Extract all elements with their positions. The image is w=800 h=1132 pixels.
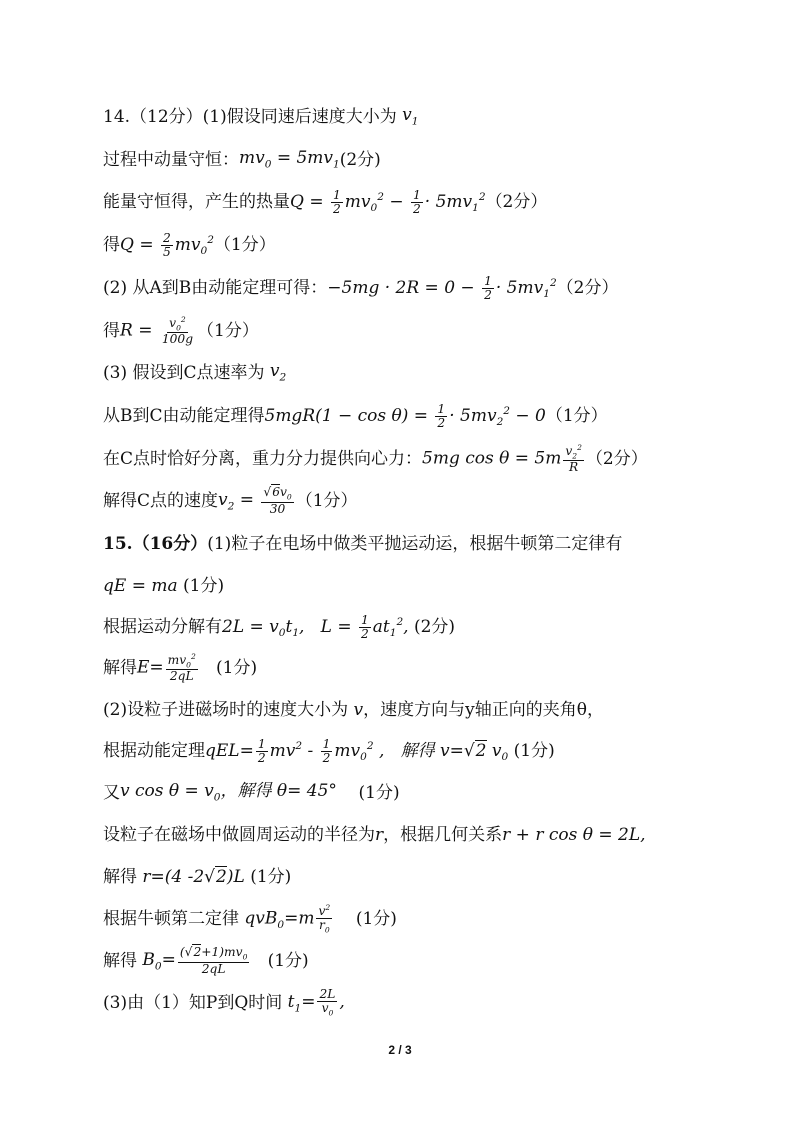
- text: 解得C点的速度: [103, 490, 219, 511]
- line-b-to-c: [103, 396, 763, 436]
- text: 解得: [103, 657, 137, 678]
- text: 得: [103, 234, 120, 255]
- text: (3) 假设到C点速率为: [103, 362, 265, 383]
- score: （2分）: [585, 448, 648, 469]
- math: $v_2$: [264, 361, 287, 384]
- line-c-speed-result: [103, 481, 763, 521]
- line-kinetic-energy: [103, 731, 763, 771]
- score: (2分): [339, 149, 381, 170]
- text: ，根据几何关系: [383, 824, 503, 845]
- line-time: [103, 983, 763, 1023]
- math: $t_1=$ $\frac{2L}{v_0}$ ,: [282, 987, 345, 1018]
- text: ，速度方向与y轴正向的夹角θ，: [363, 699, 604, 720]
- math: $mv_0 = 5mv_1$: [239, 148, 340, 171]
- text: 解得: [103, 866, 137, 887]
- score: （2分）: [556, 277, 619, 298]
- line-14-header: [103, 97, 763, 137]
- text: 设粒子在磁场中做圆周运动的半径为: [103, 824, 375, 845]
- line-newton-1: [103, 566, 763, 606]
- text: (2) 从A到B由动能定理可得：: [103, 277, 328, 298]
- score: (2分): [413, 616, 456, 637]
- math: $2L = v_0t_1$, L = $\frac{1}{2}$ $at_1^2$,: [222, 612, 414, 641]
- line-c-speed-assume: [103, 353, 763, 393]
- text: 14.（12分）(1)假设同速后速度大小为: [103, 106, 397, 127]
- score: (1分): [513, 740, 555, 761]
- page-number: 2 / 3: [388, 1043, 412, 1057]
- math: r + r cos θ = 2L,: [502, 824, 646, 845]
- math: −5mg · 2R = 0 − $\frac{1}{2}$ · $5mv_1^2$: [327, 273, 557, 302]
- text: 得: [103, 320, 120, 341]
- text: 根据运动分解有: [103, 616, 222, 637]
- score: （1分）: [197, 320, 259, 341]
- math: 5mg cos θ = 5m $\frac{v_2^2}{R}$: [422, 442, 582, 475]
- score: (1分): [183, 575, 225, 596]
- score: (1分): [250, 866, 292, 887]
- text: (1)粒子在电场中做类平抛运动运，根据牛顿第二定律有: [207, 533, 623, 554]
- math: E= $\frac{mv_0^2}{2qL}$: [137, 651, 196, 684]
- math: qvB$_0$=m $\frac{v^2}{r_0}$: [239, 902, 331, 935]
- math: r: [375, 824, 384, 845]
- math: $v_1$: [396, 105, 419, 128]
- line-energy: [103, 182, 763, 222]
- score: （1分）: [545, 405, 608, 426]
- line-centripetal: [103, 439, 763, 479]
- line-15-header: [103, 524, 763, 564]
- text: 能量守恒得，产生的热量: [103, 191, 290, 212]
- text: 根据动能定理: [103, 740, 205, 761]
- line-heat-result: [103, 225, 763, 265]
- score: (1分): [216, 657, 258, 678]
- line-velocity-assume: [103, 690, 763, 730]
- line-radius-assume: [103, 815, 763, 855]
- line-newton-2: [103, 899, 763, 939]
- score: （2分）: [485, 191, 548, 212]
- math: 5mgR(1 − cos θ) = $\frac{1}{2}$ · $5mv_2^2 - 0$: [264, 401, 546, 430]
- math: v: [348, 699, 364, 720]
- text: 又: [103, 782, 120, 803]
- math: Q = $\frac{2}{5}$ $mv_0^2$: [120, 230, 214, 259]
- text: 15.（16分）: [103, 533, 208, 554]
- score: (1分): [355, 908, 397, 929]
- score: (1分): [358, 782, 400, 803]
- math: R = $\frac{v_0^2}{100g}$: [120, 314, 194, 347]
- text: 在C点时恰好分离，重力分力提供向心力：: [103, 448, 423, 469]
- math: qE = ma: [103, 575, 184, 596]
- line-radius-result: [103, 857, 763, 897]
- math: qEL= $\frac{1}{2}$ $mv^2$ - $\frac{1}{2}$ $mv_0^2$ , 解得 v=√2 $v_0$: [205, 736, 509, 765]
- line-motion-decomp: [103, 607, 763, 647]
- score: （1分）: [213, 234, 276, 255]
- math: r=(4 -2√2)L: [137, 866, 251, 887]
- math: v $\cos \theta = v_0$，解得 θ= 45°: [120, 781, 359, 804]
- score: (1分): [267, 950, 309, 971]
- line-a-to-b: [103, 268, 763, 308]
- line-r-result: [103, 311, 763, 351]
- line-b0-result: [103, 941, 763, 981]
- math: $v_2$ = $\frac{√6v_0}{30}$: [218, 485, 292, 516]
- text: 过程中动量守恒：: [103, 149, 239, 170]
- text: 根据牛顿第二定律: [103, 908, 239, 929]
- line-e-result: [103, 648, 763, 688]
- line-momentum: [103, 140, 763, 180]
- math: Q = $\frac{1}{2}$ $mv_0^2$ − $\frac{1}{2}$ · $5mv_1^2$: [290, 187, 486, 216]
- math: $B_0=$ $\frac{(√2+1)mv_0}{2qL}$: [137, 945, 248, 976]
- text: (2)设粒子进磁场时的速度大小为: [103, 699, 349, 720]
- score: （1分）: [295, 490, 358, 511]
- text: 从B到C由动能定理得: [103, 405, 265, 426]
- text: (3)由（1）知P到Q时间: [103, 992, 283, 1013]
- text: 解得: [103, 950, 137, 971]
- line-angle: [103, 773, 763, 813]
